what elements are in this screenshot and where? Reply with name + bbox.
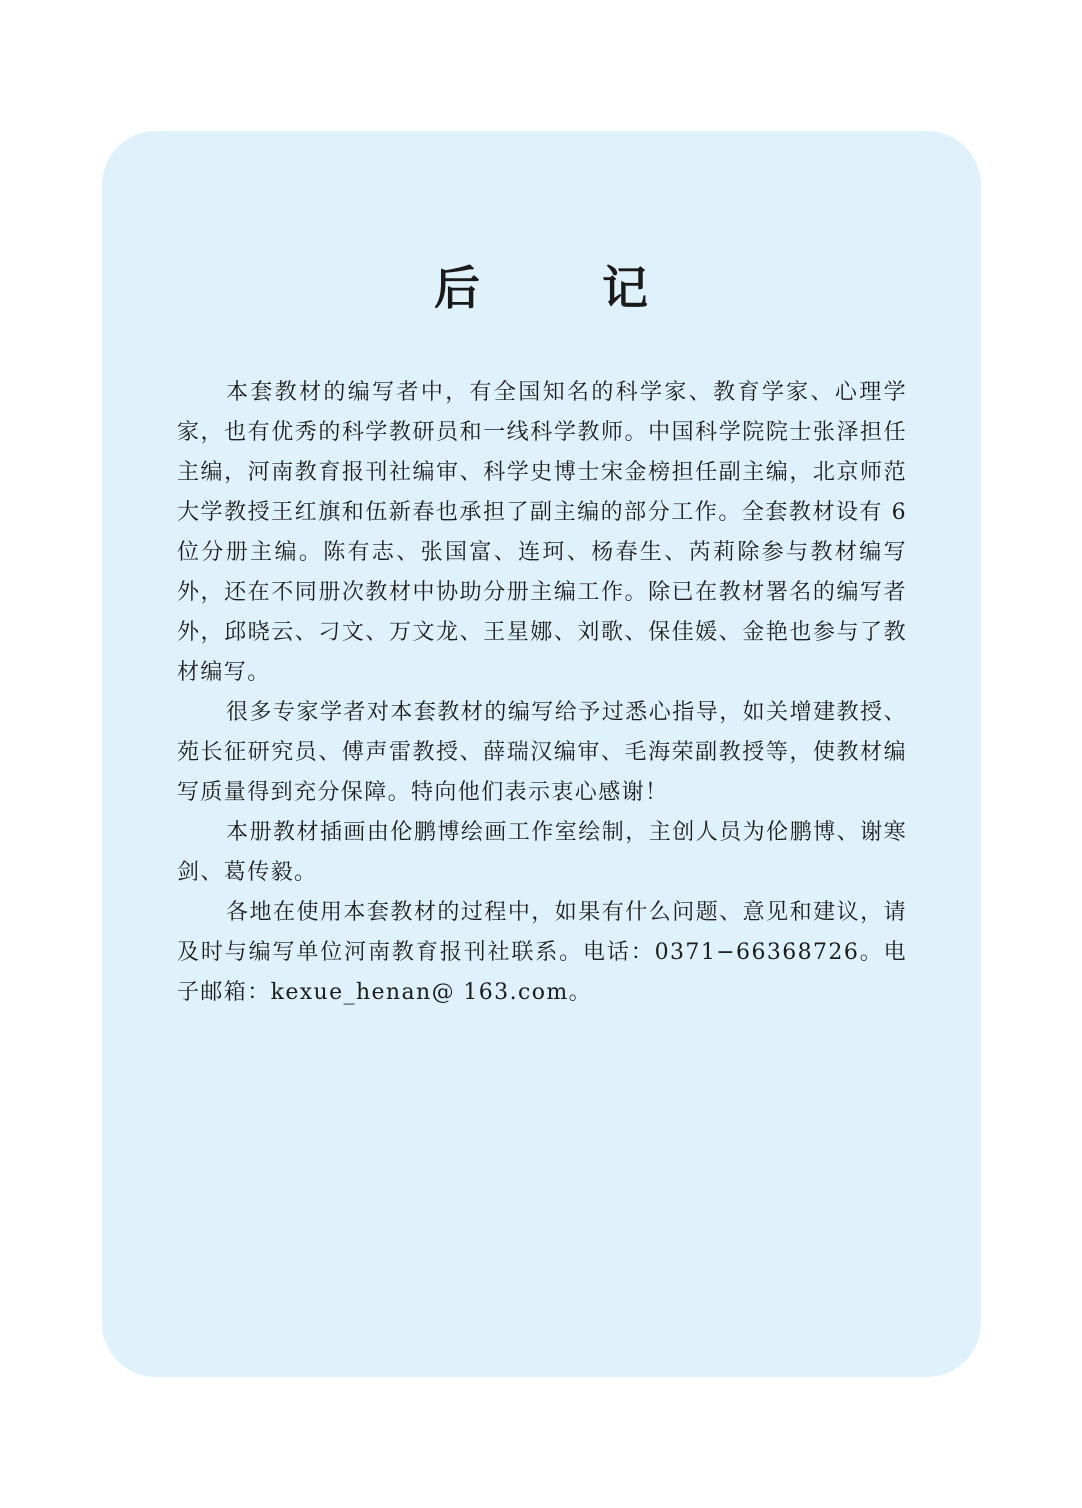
paragraph-contact: 各地在使用本套教材的过程中，如果有什么问题、意见和建议，请及时与编写单位河南教育报刊社联系。电话：0371−66368726。电子邮箱：kexue_henan@ 163.com。 [177,900,907,1005]
afterword-body [177,373,907,1013]
page-title: 后 记 [434,261,686,315]
paragraph-authors: 本套教材的编写者中，有全国知名的科学家、教育学家、心理学家，也有优秀的科学教研员和一线科学教师。中国科学院院士张泽担任主编，河南教育报刊社编审、科学史博士宋金榜担任副主编，北京师范大学教授王红旗和伍新春也承担了副主编的部分工作。全套教材设有 6 位分册主编。陈有志、张国富、连珂、杨春生、芮莉除参与教材编写外，还在不同册次教材中协助分册主编工作。除已在教材署名的编写者外，邱晓云、刁文、万文龙、王星娜、刘歌、保佳媛、金艳也参与了教材编写。 [177,380,907,685]
paragraph-illustrations: 本册教材插画由伦鹏博绘画工作室绘制，主创人员为伦鹏博、谢寒剑、葛传毅。 [177,820,907,885]
paragraph-acknowledgements: 很多专家学者对本套教材的编写给予过悉心指导，如关增建教授、苑长征研究员、傅声雷教授、薛瑞汉编审、毛海荣副教授等，使教材编写质量得到充分保障。特向他们表示衷心感谢！ [177,700,907,805]
